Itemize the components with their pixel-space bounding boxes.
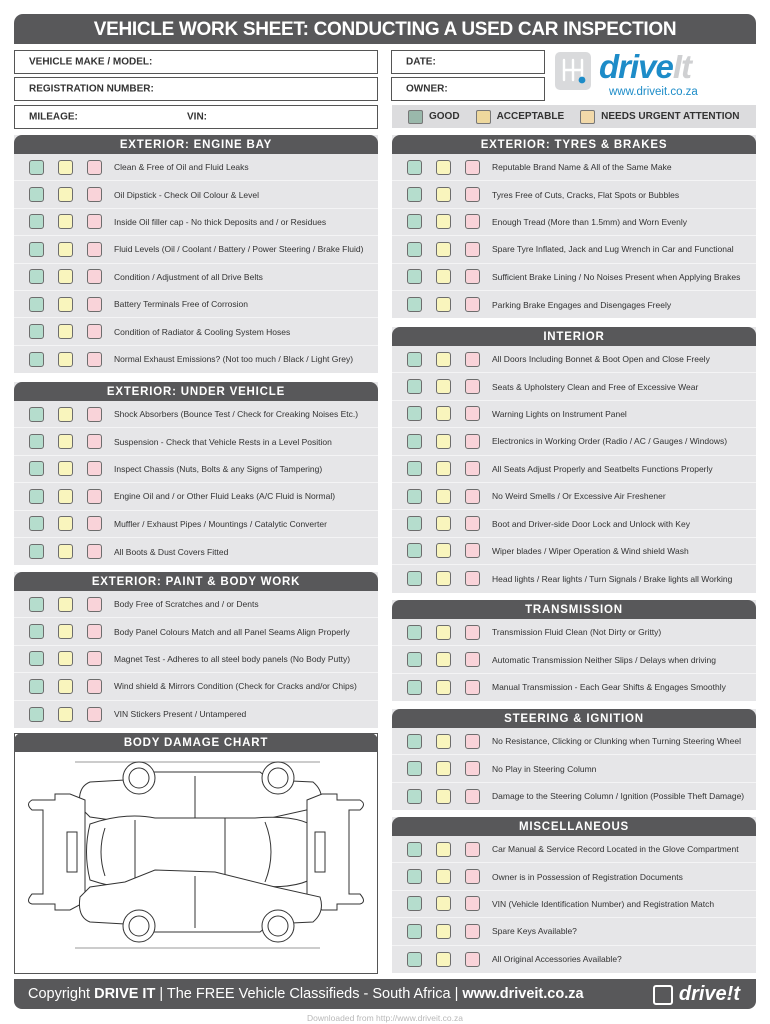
urgent-checkbox[interactable] bbox=[87, 651, 102, 666]
acceptable-checkbox[interactable] bbox=[58, 434, 73, 449]
urgent-checkbox[interactable] bbox=[87, 434, 102, 449]
good-checkbox[interactable] bbox=[29, 214, 44, 229]
acceptable-checkbox[interactable] bbox=[58, 597, 73, 612]
acceptable-checkbox[interactable] bbox=[436, 516, 451, 531]
checklist-row bbox=[392, 236, 756, 263]
urgent-checkbox[interactable] bbox=[465, 734, 480, 749]
urgent-checkbox[interactable] bbox=[465, 842, 480, 857]
checklist-row bbox=[14, 154, 378, 181]
good-checkbox[interactable] bbox=[407, 406, 422, 421]
acceptable-checkbox[interactable] bbox=[436, 869, 451, 884]
checklist-item-label: All Doors Including Bonnet & Boot Open and Close Freely bbox=[492, 354, 710, 365]
good-checkbox[interactable] bbox=[407, 924, 422, 939]
acceptable-swatch bbox=[476, 110, 491, 124]
checklist-row bbox=[392, 836, 756, 863]
acceptable-checkbox[interactable] bbox=[436, 297, 451, 312]
urgent-checkbox[interactable] bbox=[87, 160, 102, 175]
good-checkbox[interactable] bbox=[29, 624, 44, 639]
good-checkbox[interactable] bbox=[407, 571, 422, 586]
urgent-checkbox[interactable] bbox=[87, 214, 102, 229]
footer-bar bbox=[14, 979, 756, 1009]
acceptable-checkbox[interactable] bbox=[436, 571, 451, 586]
section-title: TRANSMISSION bbox=[392, 600, 756, 619]
checklist-item-label: Enough Tread (More than 1.5mm) and Worn Evenly bbox=[492, 216, 687, 227]
checklist-item-label: All Boots & Dust Covers Fitted bbox=[114, 546, 229, 557]
checklist-item-label: Automatic Transmission Neither Slips / Delays when driving bbox=[492, 654, 716, 665]
acceptable-checkbox[interactable] bbox=[436, 625, 451, 640]
checklist-item-label: Oil Dipstick - Check Oil Colour & Level bbox=[114, 189, 260, 200]
good-checkbox[interactable] bbox=[407, 952, 422, 967]
checklist-row bbox=[392, 863, 756, 890]
good-checkbox[interactable] bbox=[29, 461, 44, 476]
checklist-row bbox=[392, 483, 756, 510]
checklist-row bbox=[14, 428, 378, 455]
checklist-item-label: Manual Transmission - Each Gear Shifts & Engages Smoothly bbox=[492, 682, 726, 693]
good-checkbox[interactable] bbox=[407, 214, 422, 229]
good-checkbox[interactable] bbox=[407, 652, 422, 667]
acceptable-checkbox[interactable] bbox=[436, 187, 451, 202]
acceptable-checkbox[interactable] bbox=[58, 407, 73, 422]
checklist-row bbox=[392, 646, 756, 673]
acceptable-checkbox[interactable] bbox=[436, 789, 451, 804]
acceptable-checkbox[interactable] bbox=[58, 461, 73, 476]
urgent-checkbox[interactable] bbox=[465, 789, 480, 804]
footer-copyright: Copyright DRIVE IT | The FREE Vehicle Classifieds - South Africa | www.driveit.co.za bbox=[28, 986, 584, 1002]
urgent-checkbox[interactable] bbox=[465, 461, 480, 476]
checklist-item-label: Wiper blades / Wiper Operation & Wind shield Wash bbox=[492, 545, 689, 556]
date-label: DATE: bbox=[406, 56, 436, 68]
section-title: EXTERIOR: TYRES & BRAKES bbox=[392, 135, 756, 154]
checklist-row bbox=[14, 456, 378, 483]
gear-shift-icon bbox=[555, 52, 591, 90]
body-damage-chart bbox=[14, 733, 378, 974]
checklist-item-label: Suspension - Check that Vehicle Rests in a Level Position bbox=[114, 436, 332, 447]
urgent-checkbox[interactable] bbox=[465, 406, 480, 421]
acceptable-checkbox[interactable] bbox=[436, 489, 451, 504]
urgent-checkbox[interactable] bbox=[465, 187, 480, 202]
legend-good: GOOD bbox=[408, 110, 460, 124]
legend-urgent: NEEDS URGENT ATTENTION bbox=[580, 110, 739, 124]
section-steering bbox=[392, 709, 756, 810]
acceptable-checkbox[interactable] bbox=[58, 324, 73, 339]
checklist-item-label: Inspect Chassis (Nuts, Bolts & any Signs of Tampering) bbox=[114, 463, 323, 474]
checklist-item-label: Fluid Levels (Oil / Coolant / Battery / Power Steering / Brake Fluid) bbox=[114, 244, 364, 255]
gear-shift-icon bbox=[653, 985, 673, 1005]
urgent-checkbox[interactable] bbox=[465, 869, 480, 884]
checklist-item-label: Normal Exhaust Emissions? (Not too much / Black / Light Grey) bbox=[114, 354, 354, 365]
good-checkbox[interactable] bbox=[407, 269, 422, 284]
urgent-checkbox[interactable] bbox=[465, 680, 480, 695]
urgent-checkbox[interactable] bbox=[465, 434, 480, 449]
acceptable-checkbox[interactable] bbox=[58, 651, 73, 666]
section-title: EXTERIOR: UNDER VEHICLE bbox=[14, 382, 378, 401]
acceptable-checkbox[interactable] bbox=[436, 543, 451, 558]
urgent-checkbox[interactable] bbox=[87, 516, 102, 531]
checklist-row bbox=[392, 565, 756, 592]
checklist-item-label: No Weird Smells / Or Excessive Air Freshener bbox=[492, 491, 666, 502]
checklist-item-label: All Seats Adjust Properly and Seatbelts Functions Properly bbox=[492, 463, 713, 474]
good-swatch bbox=[408, 110, 423, 124]
checklist-row bbox=[392, 428, 756, 455]
footer-url[interactable]: www.driveit.co.za bbox=[462, 986, 584, 1002]
section-title: EXTERIOR: PAINT & BODY WORK bbox=[14, 572, 378, 591]
checklist-item-label: Damage to the Steering Column / Ignition (Possible Theft Damage) bbox=[492, 791, 745, 802]
acceptable-checkbox[interactable] bbox=[58, 187, 73, 202]
checklist-row bbox=[392, 264, 756, 291]
acceptable-checkbox[interactable] bbox=[436, 842, 451, 857]
good-checkbox[interactable] bbox=[407, 896, 422, 911]
section-engine-bay bbox=[14, 135, 378, 373]
good-checkbox[interactable] bbox=[407, 160, 422, 175]
checklist-row bbox=[392, 401, 756, 428]
checklist-item-label: Shock Absorbers (Bounce Test / Check for Creaking Noises Etc.) bbox=[114, 409, 359, 420]
checklist-row bbox=[14, 346, 378, 373]
rating-legend bbox=[392, 105, 756, 128]
urgent-checkbox[interactable] bbox=[465, 516, 480, 531]
checklist-item-label: Head lights / Rear lights / Turn Signals / Brake lights all Working bbox=[492, 573, 733, 584]
checklist-item-label: Spare Tyre Inflated, Jack and Lug Wrench in Car and Functional bbox=[492, 244, 734, 255]
urgent-checkbox[interactable] bbox=[465, 242, 480, 257]
downloaded-note: Downloaded from http://www.driveit.co.za bbox=[307, 1013, 463, 1023]
acceptable-checkbox[interactable] bbox=[58, 544, 73, 559]
acceptable-checkbox[interactable] bbox=[436, 680, 451, 695]
acceptable-checkbox[interactable] bbox=[58, 352, 73, 367]
urgent-checkbox[interactable] bbox=[465, 352, 480, 367]
urgent-checkbox[interactable] bbox=[87, 324, 102, 339]
good-checkbox[interactable] bbox=[407, 516, 422, 531]
acceptable-checkbox[interactable] bbox=[58, 269, 73, 284]
good-checkbox[interactable] bbox=[29, 679, 44, 694]
owner-label: OWNER: bbox=[406, 83, 448, 95]
good-checkbox[interactable] bbox=[407, 842, 422, 857]
checklist-row bbox=[392, 154, 756, 181]
section-tyres-brakes bbox=[392, 135, 756, 318]
mileage-label: MILEAGE: bbox=[29, 111, 78, 123]
good-checkbox[interactable] bbox=[29, 269, 44, 284]
section-transmission bbox=[392, 600, 756, 701]
checklist-row bbox=[392, 755, 756, 782]
good-checkbox[interactable] bbox=[29, 597, 44, 612]
checklist-row bbox=[14, 511, 378, 538]
acceptable-checkbox[interactable] bbox=[58, 679, 73, 694]
acceptable-checkbox[interactable] bbox=[436, 352, 451, 367]
checklist-row bbox=[392, 538, 756, 565]
checklist-row bbox=[392, 674, 756, 701]
registration-field[interactable] bbox=[14, 77, 378, 101]
good-checkbox[interactable] bbox=[29, 407, 44, 422]
acceptable-checkbox[interactable] bbox=[436, 461, 451, 476]
section-title: STEERING & IGNITION bbox=[392, 709, 756, 728]
good-checkbox[interactable] bbox=[29, 434, 44, 449]
checklist-row bbox=[14, 646, 378, 673]
checklist-row bbox=[14, 618, 378, 645]
acceptable-checkbox[interactable] bbox=[58, 214, 73, 229]
urgent-checkbox[interactable] bbox=[465, 489, 480, 504]
good-checkbox[interactable] bbox=[29, 544, 44, 559]
checklist-item-label: Reputable Brand Name & All of the Same Make bbox=[492, 162, 672, 173]
section-title: MISCELLANEOUS bbox=[392, 817, 756, 836]
good-checkbox[interactable] bbox=[407, 734, 422, 749]
urgent-checkbox[interactable] bbox=[87, 489, 102, 504]
urgent-checkbox[interactable] bbox=[465, 269, 480, 284]
checklist-row bbox=[14, 401, 378, 428]
good-checkbox[interactable] bbox=[407, 379, 422, 394]
urgent-checkbox[interactable] bbox=[465, 379, 480, 394]
acceptable-checkbox[interactable] bbox=[58, 297, 73, 312]
checklist-row bbox=[14, 538, 378, 565]
acceptable-checkbox[interactable] bbox=[436, 160, 451, 175]
mileage-vin-field[interactable] bbox=[14, 105, 378, 129]
acceptable-checkbox[interactable] bbox=[436, 924, 451, 939]
acceptable-checkbox[interactable] bbox=[436, 896, 451, 911]
checklist-item-label: Body Free of Scratches and / or Dents bbox=[114, 599, 259, 610]
owner-field[interactable] bbox=[391, 77, 545, 101]
urgent-checkbox[interactable] bbox=[87, 269, 102, 284]
good-checkbox[interactable] bbox=[29, 160, 44, 175]
urgent-checkbox[interactable] bbox=[465, 924, 480, 939]
good-checkbox[interactable] bbox=[29, 187, 44, 202]
good-checkbox[interactable] bbox=[407, 625, 422, 640]
good-checkbox[interactable] bbox=[407, 761, 422, 776]
acceptable-checkbox[interactable] bbox=[58, 242, 73, 257]
checklist-item-label: Inside Oil filler cap - No thick Deposits and / or Residues bbox=[114, 216, 327, 227]
checklist-item-label: All Original Accessories Available? bbox=[492, 954, 622, 965]
good-checkbox[interactable] bbox=[29, 651, 44, 666]
acceptable-checkbox[interactable] bbox=[436, 214, 451, 229]
urgent-checkbox[interactable] bbox=[465, 952, 480, 967]
good-checkbox[interactable] bbox=[29, 242, 44, 257]
checklist-item-label: Tyres Free of Cuts, Cracks, Flat Spots or Bubbles bbox=[492, 189, 680, 200]
urgent-checkbox[interactable] bbox=[87, 187, 102, 202]
acceptable-checkbox[interactable] bbox=[436, 734, 451, 749]
urgent-checkbox[interactable] bbox=[87, 679, 102, 694]
good-checkbox[interactable] bbox=[29, 516, 44, 531]
urgent-checkbox[interactable] bbox=[465, 896, 480, 911]
urgent-checkbox[interactable] bbox=[87, 242, 102, 257]
checklist-row bbox=[392, 291, 756, 318]
checklist-item-label: Battery Terminals Free of Corrosion bbox=[114, 299, 249, 310]
good-checkbox[interactable] bbox=[29, 489, 44, 504]
checklist-row bbox=[14, 181, 378, 208]
vin-label: VIN: bbox=[187, 111, 207, 123]
checklist-item-label: Body Panel Colours Match and all Panel Seams Align Properly bbox=[114, 626, 350, 637]
urgent-checkbox[interactable] bbox=[465, 571, 480, 586]
urgent-swatch bbox=[580, 110, 595, 124]
make-model-label: VEHICLE MAKE / MODEL: bbox=[29, 56, 153, 68]
good-checkbox[interactable] bbox=[407, 680, 422, 695]
good-checkbox[interactable] bbox=[407, 543, 422, 558]
good-checkbox[interactable] bbox=[407, 297, 422, 312]
checklist-item-label: Muffler / Exhaust Pipes / Mountings / Catalytic Converter bbox=[114, 518, 327, 529]
checklist-item-label: Transmission Fluid Clean (Not Dirty or Gritty) bbox=[492, 627, 662, 638]
urgent-checkbox[interactable] bbox=[87, 707, 102, 722]
urgent-checkbox[interactable] bbox=[87, 544, 102, 559]
checklist-row bbox=[14, 264, 378, 291]
section-misc bbox=[392, 817, 756, 973]
date-field[interactable] bbox=[391, 50, 545, 74]
good-checkbox[interactable] bbox=[407, 869, 422, 884]
checklist-item-label: Owner is in Possession of Registration Documents bbox=[492, 871, 683, 882]
urgent-checkbox[interactable] bbox=[87, 352, 102, 367]
good-checkbox[interactable] bbox=[407, 461, 422, 476]
good-checkbox[interactable] bbox=[29, 324, 44, 339]
checklist-row bbox=[14, 701, 378, 728]
acceptable-checkbox[interactable] bbox=[436, 434, 451, 449]
urgent-checkbox[interactable] bbox=[87, 297, 102, 312]
page-title: VEHICLE WORK SHEET: CONDUCTING A USED CAR INSPECTION bbox=[14, 14, 756, 44]
good-checkbox[interactable] bbox=[407, 242, 422, 257]
acceptable-checkbox[interactable] bbox=[436, 406, 451, 421]
checklist-row bbox=[14, 483, 378, 510]
urgent-checkbox[interactable] bbox=[465, 297, 480, 312]
acceptable-checkbox[interactable] bbox=[58, 489, 73, 504]
acceptable-checkbox[interactable] bbox=[436, 952, 451, 967]
urgent-checkbox[interactable] bbox=[465, 625, 480, 640]
checklist-row bbox=[14, 291, 378, 318]
section-title: BODY DAMAGE CHART bbox=[14, 733, 378, 752]
acceptable-checkbox[interactable] bbox=[436, 379, 451, 394]
legend-acceptable: ACCEPTABLE bbox=[476, 110, 565, 124]
car-diagram-icon[interactable] bbox=[15, 752, 377, 972]
acceptable-checkbox[interactable] bbox=[436, 242, 451, 257]
checklist-row bbox=[14, 673, 378, 700]
acceptable-checkbox[interactable] bbox=[436, 761, 451, 776]
section-title: EXTERIOR: ENGINE BAY bbox=[14, 135, 378, 154]
checklist-item-label: VIN (Vehicle Identification Number) and Registration Match bbox=[492, 898, 715, 909]
checklist-row bbox=[392, 346, 756, 373]
acceptable-checkbox[interactable] bbox=[58, 707, 73, 722]
good-checkbox[interactable] bbox=[407, 187, 422, 202]
checklist-row bbox=[392, 456, 756, 483]
checklist-row bbox=[392, 209, 756, 236]
checklist-item-label: Seats & Upholstery Clean and Free of Excessive Wear bbox=[492, 381, 699, 392]
urgent-checkbox[interactable] bbox=[465, 214, 480, 229]
urgent-checkbox[interactable] bbox=[87, 624, 102, 639]
checklist-item-label: Spare Keys Available? bbox=[492, 926, 577, 937]
brand-name: driveIt bbox=[599, 48, 692, 85]
urgent-checkbox[interactable] bbox=[465, 761, 480, 776]
urgent-checkbox[interactable] bbox=[465, 652, 480, 667]
checklist-item-label: Wind shield & Mirrors Condition (Check for Cracks and/or Chips) bbox=[114, 681, 357, 692]
checklist-item-label: Condition of Radiator & Cooling System Hoses bbox=[114, 326, 291, 337]
checklist-item-label: Car Manual & Service Record Located in the Glove Compartment bbox=[492, 844, 739, 855]
acceptable-checkbox[interactable] bbox=[58, 624, 73, 639]
checklist-row bbox=[392, 783, 756, 810]
good-checkbox[interactable] bbox=[29, 707, 44, 722]
checklist-row bbox=[392, 946, 756, 973]
acceptable-checkbox[interactable] bbox=[58, 516, 73, 531]
good-checkbox[interactable] bbox=[407, 789, 422, 804]
checklist-row bbox=[14, 236, 378, 263]
section-under-vehicle bbox=[14, 382, 378, 565]
footer-logo: drive!t bbox=[653, 983, 740, 1006]
good-checkbox[interactable] bbox=[407, 352, 422, 367]
checklist-item-label: Warning Lights on Instrument Panel bbox=[492, 408, 627, 419]
checklist-row bbox=[392, 619, 756, 646]
checklist-item-label: Engine Oil and / or Other Fluid Leaks (A/C Fluid is Normal) bbox=[114, 491, 336, 502]
good-checkbox[interactable] bbox=[407, 489, 422, 504]
checklist-item-label: Boot and Driver-side Door Lock and Unlock with Key bbox=[492, 518, 690, 529]
checklist-item-label: No Resistance, Clicking or Clunking when Turning Steering Wheel bbox=[492, 736, 741, 747]
section-title: INTERIOR bbox=[392, 327, 756, 346]
driveit-logo bbox=[555, 48, 755, 100]
make-model-field[interactable] bbox=[14, 50, 378, 74]
registration-label: REGISTRATION NUMBER: bbox=[29, 83, 154, 95]
section-paint-body bbox=[14, 572, 378, 728]
good-checkbox[interactable] bbox=[407, 434, 422, 449]
checklist-row bbox=[392, 891, 756, 918]
checklist-row bbox=[392, 181, 756, 208]
checklist-item-label: No Play in Steering Column bbox=[492, 763, 597, 774]
checklist-row bbox=[392, 918, 756, 945]
acceptable-checkbox[interactable] bbox=[436, 652, 451, 667]
checklist-item-label: Parking Brake Engages and Disengages Freely bbox=[492, 299, 672, 310]
checklist-item-label: Clean & Free of Oil and Fluid Leaks bbox=[114, 162, 249, 173]
acceptable-checkbox[interactable] bbox=[436, 269, 451, 284]
checklist-item-label: VIN Stickers Present / Untampered bbox=[114, 709, 247, 720]
urgent-checkbox[interactable] bbox=[87, 407, 102, 422]
checklist-row bbox=[14, 209, 378, 236]
checklist-row bbox=[14, 591, 378, 618]
checklist-item-label: Magnet Test - Adheres to all steel body panels (No Body Putty) bbox=[114, 653, 351, 664]
urgent-checkbox[interactable] bbox=[87, 461, 102, 476]
checklist-item-label: Sufficient Brake Lining / No Noises Present when Applying Brakes bbox=[492, 271, 741, 282]
acceptable-checkbox[interactable] bbox=[58, 160, 73, 175]
brand-url: www.driveit.co.za bbox=[609, 86, 698, 98]
urgent-checkbox[interactable] bbox=[465, 543, 480, 558]
checklist-row bbox=[392, 510, 756, 537]
checklist-item-label: Electronics in Working Order (Radio / AC / Gauges / Windows) bbox=[492, 436, 728, 447]
urgent-checkbox[interactable] bbox=[87, 597, 102, 612]
section-interior bbox=[392, 327, 756, 593]
checklist-row bbox=[392, 373, 756, 400]
checklist-row bbox=[392, 728, 756, 755]
checklist-item-label: Condition / Adjustment of all Drive Belts bbox=[114, 271, 263, 282]
urgent-checkbox[interactable] bbox=[465, 160, 480, 175]
good-checkbox[interactable] bbox=[29, 297, 44, 312]
good-checkbox[interactable] bbox=[29, 352, 44, 367]
checklist-row bbox=[14, 318, 378, 345]
